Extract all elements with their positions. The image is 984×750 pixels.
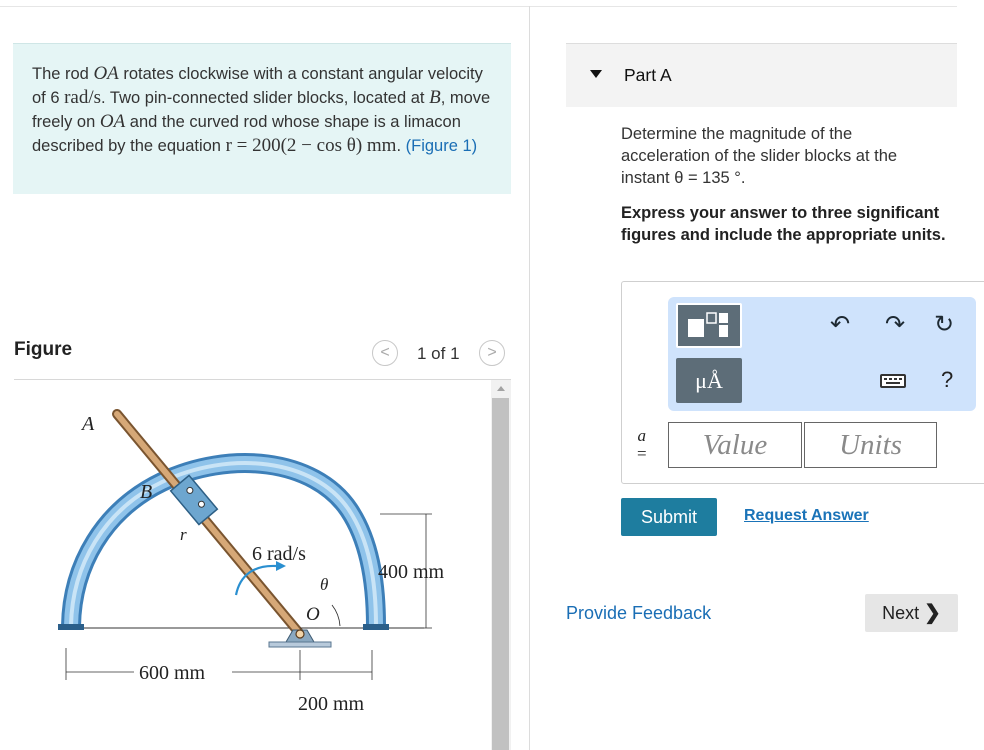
answer-variable — [637, 427, 647, 463]
problem-text: . Two pin-connected slider blocks, located at — [101, 89, 430, 107]
problem-text: rotates clockwise with a constant angular velocity of 6 — [32, 65, 483, 107]
caret-down-icon — [590, 70, 602, 78]
label-omega: 6 rad/s — [252, 543, 306, 565]
label-O: O — [306, 604, 320, 625]
question-text: Determine the magnitude of the acceleration of the slider blocks at the instant θ = 135 °. — [621, 125, 898, 187]
math-B: B — [429, 87, 441, 108]
label-400mm: 400 mm — [378, 561, 445, 583]
pin-O — [296, 630, 304, 638]
figure-scrollbar[interactable] — [491, 380, 511, 750]
figure-page-count: 1 of 1 — [417, 344, 460, 363]
label-A: A — [82, 413, 95, 435]
templates-icon — [678, 305, 740, 346]
units-icon: μÅ — [695, 368, 723, 393]
problem-text: and the curved rod whose shape is a limacon described by the equation — [32, 113, 461, 155]
units-button[interactable] — [676, 358, 742, 403]
equals-sign: = — [637, 444, 647, 463]
scroll-up-arrow-icon[interactable] — [491, 380, 511, 397]
templates-button[interactable] — [676, 303, 742, 348]
request-answer-link[interactable]: Request Answer — [744, 507, 869, 524]
problem-text: , move freely on — [32, 89, 491, 131]
problem-text: The rod — [32, 65, 94, 83]
chevron-right-icon: ❯ — [924, 602, 941, 624]
redo-icon[interactable]: ↷ — [885, 311, 906, 338]
reset-icon[interactable]: ↻ — [934, 311, 955, 338]
math-rads: rad/s — [64, 87, 102, 108]
column-divider — [529, 6, 530, 750]
label-B: B — [140, 481, 153, 503]
answer-instructions: Express your answer to three significant figures and include the appropriate units. — [621, 204, 946, 244]
chevron-right-icon: > — [487, 344, 497, 361]
rod-end-cap — [363, 624, 389, 630]
figure-title: Figure — [14, 339, 73, 360]
chevron-left-icon: < — [380, 344, 390, 361]
label-theta: θ — [320, 575, 329, 594]
theta-arc — [332, 605, 340, 626]
next-button[interactable] — [865, 594, 958, 632]
label-r: r — [180, 525, 187, 544]
rod-OA — [117, 414, 300, 634]
math-OA: OA — [93, 63, 119, 84]
figure-link[interactable]: (Figure 1) — [405, 137, 478, 155]
keyboard-icon[interactable] — [880, 374, 906, 388]
figure-diagram — [14, 380, 491, 750]
submit-button[interactable]: Submit — [621, 498, 717, 536]
pin-support — [269, 642, 331, 647]
problem-text: . — [396, 137, 406, 155]
undo-icon[interactable]: ↶ — [830, 311, 851, 338]
help-icon[interactable]: ? — [941, 367, 954, 392]
label-200mm: 200 mm — [298, 693, 365, 715]
top-divider — [0, 6, 957, 7]
problem-statement — [13, 43, 511, 194]
units-input[interactable]: Units — [804, 422, 937, 468]
math-OA: OA — [99, 111, 126, 132]
variable-symbol: a — [637, 426, 647, 445]
value-input[interactable]: Value — [668, 422, 802, 468]
scroll-thumb[interactable] — [492, 398, 509, 750]
next-label: Next — [882, 603, 920, 623]
part-title: Part A — [624, 65, 672, 85]
rod-end-cap — [58, 624, 84, 630]
next-figure-button[interactable] — [479, 340, 505, 366]
label-600mm: 600 mm — [139, 662, 206, 684]
provide-feedback-link[interactable]: Provide Feedback — [566, 603, 712, 623]
math-equation: r = 200(2 − cos θ) mm — [225, 135, 397, 156]
prev-figure-button[interactable] — [372, 340, 398, 366]
math-toolbar — [668, 297, 976, 411]
part-a-header[interactable] — [566, 43, 957, 107]
